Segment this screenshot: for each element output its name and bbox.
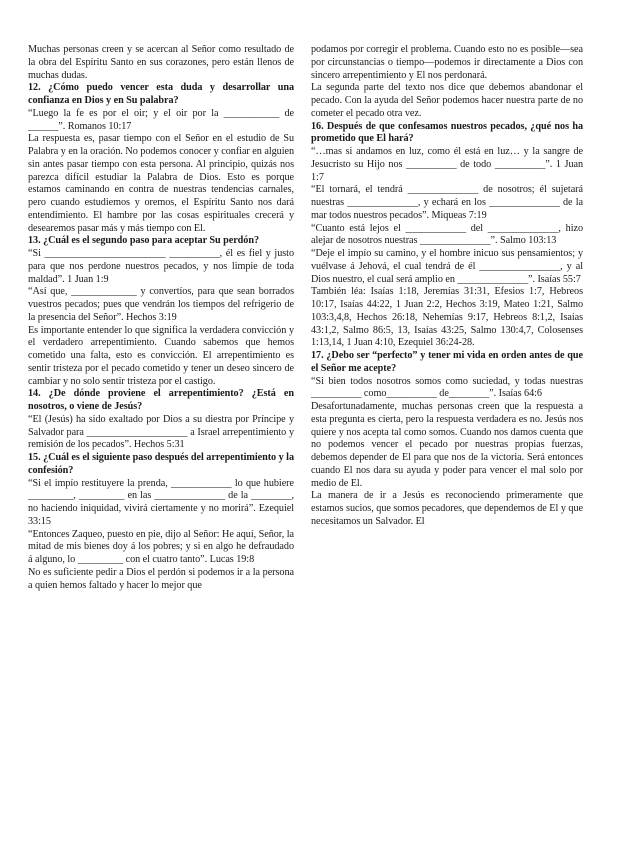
question-heading: 17. ¿Debo ser “perfecto” y tener mi vida en orden antes de que el Señor me acepte? xyxy=(311,350,583,374)
references-list: También léa: Isaías 1:18, Jeremías 31:31, Efesios 1:7, Hebreos 10:17, Isaías 44:22, 1 Juan 2:2, Hechos 3:19, Mateo 1:21, Salmo 103:3,4,8, Hechos 26:18, Nehemías 9:17, Hebreos 8:1,2, Isaías 43:1,2, Salmo 86:5, 13, Isaías 43:25, Salmo 130:4,7, Colosenses 1:13,14, 1 Juan 4:10, Ezequiel 36:24-28. xyxy=(311,286,583,349)
question-heading: 15. ¿Cuál es el siguiente paso después del arrepentimiento y la confesión? xyxy=(28,452,294,476)
bible-verse: “Entonces Zaqueo, puesto en pie, dijo al Señor: He aquí, Señor, la mitad de mis bienes doy á los pobres; y si en algo he defraudado á alguno, lo _________ con el cuatro tanto”. Lucas 19:8 xyxy=(28,528,294,565)
bible-verse: “El (Jesús) ha sido exaltado por Dios a su diestra por Príncipe y Salvador para ____________________ a Israel arrepentimiento y remisión de los pecados”. Hechos 5:31 xyxy=(28,413,294,451)
bible-verse: “Si el impío restituyere la prenda, ____________ lo que hubiere _________, _________ en las ______________ de la ________, no haciendo iniquidad, vivirá ciertamente y no morirá”. Ezequiel 33:15 xyxy=(28,477,294,527)
right-column xyxy=(311,44,583,529)
paragraph: Desafortunadamente, muchas personas creen que la respuesta a esta pregunta es cierta, pero la respuesta verdadera es no. Jesús nos quiere y nos acepta tal como somos. Cuando nos damos cuenta que no podemos vencer el pecado por nuestras propias fuerzas, debemos depender de El para que nos de la victoria. Será entonces cuando El nos dara su ayuda y poder para vencer el mal solo por medio de El. xyxy=(311,401,583,489)
bible-verse: “Así que, _____________ y convertíos, para que sean borrados vuestros pecados; pues que vendrán los tiempos del refrigerio de la presencia del Señor”. Hechos 3:19 xyxy=(28,286,294,323)
paragraph: La respuesta es, pasar tiempo con el Señor en el estudio de Su Palabra y en la oración. No podemos conocer y confiar en alguien sin antes pasar tiempo con esta persona. Al principio, quizás nos parezca difícil estudiar la Palabra de Dios. Esto es porque estamos caminando en contra de nuestras tendencias carnales, pero cuando estudiemos y oremos, el Espíritu Santo nos dará entendimiento. El hambre por las cosas espirituales crecerá y desearemos pasar más y más tiempo con El. xyxy=(28,133,294,234)
question-heading: 16. Después de que confesamos nuestros pecados, ¿qué nos ha prometido que El hará? xyxy=(311,120,583,145)
paragraph: podamos por corregir el problema. Cuando esto no es posible—sea por circunstancias o tiempo—podemos ir directamente a Dios con sincero arrepentimiento y El nos perdonará. xyxy=(311,44,583,81)
paragraph: Es importante entender lo que significa la verdadera convicción y el verdadero arrepentimiento. Cuando sabemos que hemos cometido una falta, esto es convicción. El arrepentimiento es sentir tristeza por el pecado cometido y tener un deseo sincero de cambiar y no solo sentir tristeza por el castigo. xyxy=(28,324,294,387)
left-column xyxy=(28,44,294,592)
question-heading: 12. ¿Cómo puedo vencer esta duda y desarrollar una confianza en Dios y en Su palabra? xyxy=(28,82,294,106)
bible-verse: “Luego la fe es por el oir; y el oir por la ___________ de ______”. Romanos 10:17 xyxy=(28,107,294,132)
question-heading: 14. ¿De dónde proviene el arrepentimiento? ¿Está en nosotros, o viene de Jesús? xyxy=(28,388,294,412)
bible-verse: “Cuanto está lejos el ____________ del ______________, hizo alejar de nosotros nuestras ______________”. Salmo 103:13 xyxy=(311,222,583,247)
question-heading: 13. ¿Cuál es el segundo paso para aceptar Su perdón? xyxy=(28,235,259,247)
bible-verse: “El tornará, el tendrá ______________ de nosotros; él sujetará nuestras ______________, y echará en los ______________ de la mar todos nuestros pecados”. Miqueas 7:19 xyxy=(311,184,583,221)
bible-verse: “Deje el impío su camino, y el hombre inicuo sus pensamientos; y vuélvase á Jehová, el cual tendrá de él ________________, y al Dios nuestro, el cual será amplio en ______________”. Isaías 55:7 xyxy=(311,248,583,285)
bible-verse: “Si bien todos nosotros somos como suciedad, y todas nuestras __________ como__________ de________”. Isaías 64:6 xyxy=(311,375,583,400)
paragraph: No es suficiente pedir a Dios el perdón si podemos ir a la persona a quien hemos faltado y hacer lo mejor que xyxy=(28,566,294,591)
paragraph: Muchas personas creen y se acercan al Señor como resultado de la obra del Espíritu Santo en sus corazones, pero están llenos de muchas dudas. xyxy=(28,44,294,81)
paragraph: La segunda parte del texto nos dice que debemos abandonar el pecado. Con la ayuda del Señor podemos hacer nuestra parte de no cometer el pecado otra vez. xyxy=(311,82,583,119)
bible-verse: “Si ________________________ __________, él es fiel y justo para que nos perdone nuestros pecados, y nos limpie de toda maldad”. 1 Juan 1:9 xyxy=(28,248,294,285)
paragraph: La manera de ir a Jesús es reconociendo primeramente que estamos sucios, que somos pecadores, que dependemos de El y que necesitamos un Salvador. El xyxy=(311,490,583,527)
bible-verse: “…mas si andamos en luz, como él está en luz… y la sangre de Jesucristo su Hijo nos __________ de todo __________”. 1 Juan 1:7 xyxy=(311,146,583,183)
